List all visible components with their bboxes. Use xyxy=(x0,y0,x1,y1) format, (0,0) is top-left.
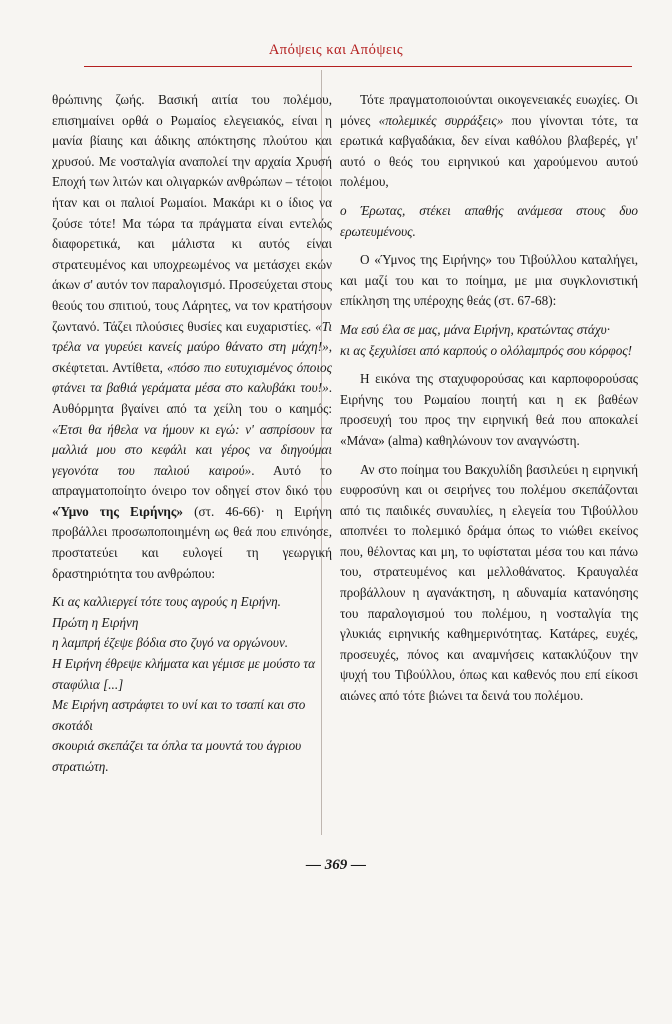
poem-line: Κι ας καλλιεργεί τότε τους αγρούς η Ειρήνη. xyxy=(52,594,281,610)
right-poem xyxy=(340,320,638,361)
poem-line: Πρώτη η Ειρήνη xyxy=(52,614,139,630)
left-poem xyxy=(52,592,332,777)
text-run: Τότε πραγματοποιούνται οικογενειακές ευωχίες. Οι μόνες xyxy=(340,92,638,128)
right-quote-1: ο Έρωτας, στέκει απαθής ανάμεσα στους δυο ερωτευμένους. xyxy=(340,202,638,239)
poem-line: κι ας ξεχυλίσει από καρπούς ο ολόλαμπρός σου κόρφος! xyxy=(340,342,633,358)
right-paragraph-4: Αν στο ποίημα του Βακχυλίδη βασιλεύει η ειρηνική ευφροσύνη και οι σειρήνες του πολέμου σκεπάζονται από τις παιδικές συναυλίες, η ελεγεία του Τιβούλλου αποπνέει το πολεμικό δράμα όπως το νιώθει εκείνος που, θέλοντας και μη, το υφίσταται μέσα του και πάνω του, στρατευμένος και μελλοθάνατος. Κραυγαλέα προβάλλουν η αγανάκτηση, η αδυναμία κατανόησης του παραλογισμού του πολέμου, η νοσταλγία της γλυκιάς ειρηνικής καθημερινότητας. Κατάρες, ευχές, προσευχές, πόνος και αναμνήσεις κατακλύζουν την ψυχή του Τιβούλλου, όπως και καθενός που επί είκοσι αιώνες από τότε βιώνει τα δεινά του πολέμου. xyxy=(340,461,638,704)
poem-line: Η Ειρήνη έθρεψε κλήματα και γέμισε με μούστο τα σταφύλια [...] xyxy=(52,656,316,692)
quote: «Έτσι θα ήθελα να ήμουν κι εγώ: ν' ασπρίσουν τα μαλλιά μου στο κεφάλι και γέρος να διηγούμαι γεγονότα του παλιού καιρού» xyxy=(52,421,332,478)
right-paragraph-2: Ο «Ύμνος της Ειρήνης» του Τιβούλλου καταλήγει, και μαζί του και το ποίημα, με μια συγκλονιστική επίκληση της υπέροχης θεάς (στ. 67-68): xyxy=(340,252,638,309)
quote: «πόσο πιο ευτυχισμένος όποιος φτάνει τα βαθιά γεράματα μέσα στο καλυβάκι του!» xyxy=(52,359,333,396)
page-number: — 369 — xyxy=(306,857,366,873)
poem-line: σκουριά σκεπάζει τα όπλα τα μουντά του άγριου στρατιώτη. xyxy=(52,738,302,774)
quote: «Τι τρέλα να γυρεύει κανείς μαύρο θάνατο στη μάχη!» xyxy=(52,318,332,355)
right-column xyxy=(340,90,638,715)
running-header: Απόψεις και Απόψεις xyxy=(268,42,404,58)
hymn-title: «Ύμνο της Ειρήνης» xyxy=(52,503,184,519)
quote: «πολεμικές συρράξεις» xyxy=(378,112,504,128)
poem-line: Μα εσύ έλα σε μας, μάνα Ειρήνη, κρατώντας στάχυ· xyxy=(340,321,611,337)
text-run: , σκέφτεται. Αντίθετα, xyxy=(52,339,332,375)
text-run: . Αυθόρμητα βγαίνει από τα χείλη του ο καημός: xyxy=(52,380,332,416)
left-paragraph-1 xyxy=(52,90,332,584)
text-run: που γίνονται τότε, τα ερωτικά καβγαδάκια, δεν είναι καθόλου βλαβερές, γι' αυτό ο θεός του ειρηνικού και χαρούμενου αυτού πολέμου, xyxy=(340,112,639,190)
text-run: (στ. 46-66)· η Ειρήνη προβάλλει προσωποποιημένη ως θεά που επινόησε, προστατεύει και ευλογεί τη γεωργική δραστηριότητα του ανθρώπου: xyxy=(52,503,333,581)
right-paragraph-3: Η εικόνα της σταχυφορούσας και καρποφορούσας Ειρήνης του Ρωμαίου ποιητή και η εκ βαθέων προσευχή του προς την ειρηνική θεά που αποκαλεί «Μάνα» (alma) καθηλώνουν τον αναγνώστη. xyxy=(340,371,638,448)
header-rule xyxy=(84,66,632,67)
text-run: θρώπινης ζωής. Βασική αιτία του πολέμου, επισημαίνει ορθά ο Ρωμαίος ελεγειακός, είναι η μανία βίαιης και άδικης απόκτησης πλούτου και χρυσού. Με νοσταλγία αναπολεί την αρχαία Χρυσή Εποχή των λιτών και ολιγαρκών ανθρώπων – τέτοιοι ήταν και οι παλιοί Ρωμαίοι. Μακάρι κι ο ίδιος να ζούσε τότε! Μα τώρα τα πράγματα είναι εντελώς διαφορετικά, και μάλιστα κι αυτός είναι στρατευμένος και υποχρεωμένος να μετάσχει εκών άκων σ' αυτόν τον παραλογισμό. Προσεύχεται στους θεούς του σπιτιού, τους Λάρητες, να τον κρατήσουν ζωντανό. Τάζει πλούσιες θυσίες και ευχαριστίες. xyxy=(52,92,332,334)
text-run: . Αυτό το απραγματοποίητο όνειρο τον οδηγεί στον δικό του xyxy=(52,462,332,499)
poem-line: η λαμπρή έζεψε βόδια στο ζυγό να οργώνουν. xyxy=(52,635,289,651)
left-column xyxy=(52,90,332,786)
poem-line: Με Ειρήνη αστράφτει το υνί και το τσαπί και στο σκοτάδι xyxy=(52,697,306,733)
right-paragraph-1 xyxy=(340,90,638,193)
